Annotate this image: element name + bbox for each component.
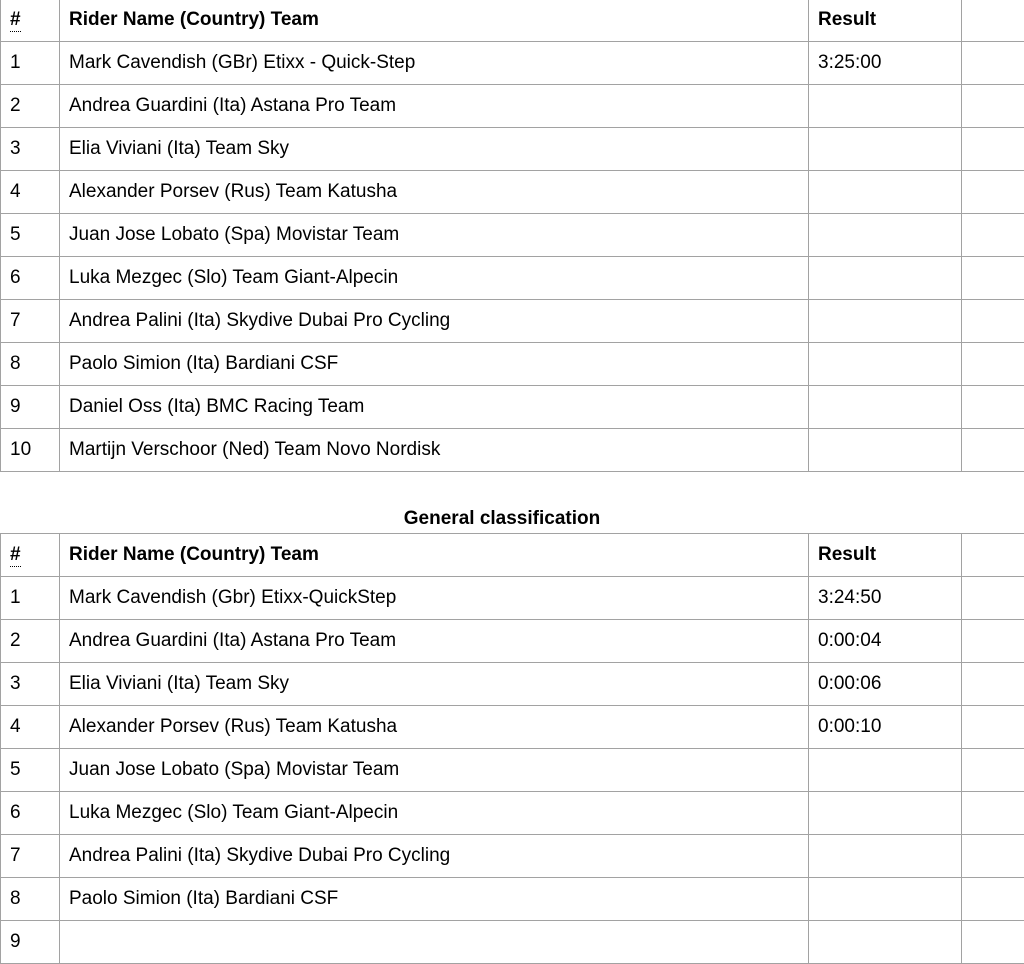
- result-cell: [809, 85, 962, 128]
- result-cell: [809, 429, 962, 472]
- result-cell: [809, 792, 962, 835]
- rider-cell: Mark Cavendish (Gbr) Etixx-QuickStep: [60, 577, 809, 620]
- extra-cell: [962, 42, 1024, 85]
- rider-cell: Alexander Porsev (Rus) Team Katusha: [60, 171, 809, 214]
- extra-cell: [962, 749, 1024, 792]
- rank-cell: 8: [1, 878, 60, 921]
- result-cell: 0:00:04: [809, 620, 962, 663]
- rider-cell: Luka Mezgec (Slo) Team Giant-Alpecin: [60, 792, 809, 835]
- rank-header-label: #: [10, 544, 21, 567]
- table-row: [1, 792, 1024, 835]
- extra-cell: [962, 835, 1024, 878]
- rider-cell: Paolo Simion (Ita) Bardiani CSF: [60, 343, 809, 386]
- result-cell: [809, 921, 962, 964]
- rank-cell: 9: [1, 921, 60, 964]
- table-row: [1, 921, 1024, 964]
- rider-cell: Luka Mezgec (Slo) Team Giant-Alpecin: [60, 257, 809, 300]
- extra-cell: [962, 620, 1024, 663]
- table-row: [1, 300, 1024, 343]
- result-header: Result: [809, 534, 962, 577]
- rider-cell: Andrea Guardini (Ita) Astana Pro Team: [60, 85, 809, 128]
- result-header: Result: [809, 0, 962, 42]
- rider-header: Rider Name (Country) Team: [60, 534, 809, 577]
- extra-cell: [962, 706, 1024, 749]
- rank-cell: 4: [1, 706, 60, 749]
- rank-cell: 2: [1, 620, 60, 663]
- result-cell: [809, 214, 962, 257]
- rider-cell: Mark Cavendish (GBr) Etixx - Quick-Step: [60, 42, 809, 85]
- general-classification-caption: General classification: [0, 508, 1004, 530]
- table-row: [1, 620, 1024, 663]
- extra-cell: [962, 386, 1024, 429]
- table-row: [1, 171, 1024, 214]
- extra-cell: [962, 577, 1024, 620]
- rider-cell: Elia Viviani (Ita) Team Sky: [60, 128, 809, 171]
- rider-cell: Andrea Guardini (Ita) Astana Pro Team: [60, 620, 809, 663]
- rank-cell: 9: [1, 386, 60, 429]
- rank-header-label: #: [10, 9, 21, 32]
- rider-cell: [60, 921, 809, 964]
- result-cell: [809, 171, 962, 214]
- rank-cell: 1: [1, 577, 60, 620]
- extra-cell: [962, 128, 1024, 171]
- result-cell: 3:24:50: [809, 577, 962, 620]
- table-row: [1, 128, 1024, 171]
- extra-cell: [962, 214, 1024, 257]
- extra-cell: [962, 257, 1024, 300]
- rank-cell: 7: [1, 835, 60, 878]
- rank-cell: 8: [1, 343, 60, 386]
- rider-cell: Martijn Verschoor (Ned) Team Novo Nordisk: [60, 429, 809, 472]
- table-row: [1, 835, 1024, 878]
- extra-cell: [962, 300, 1024, 343]
- rider-header: Rider Name (Country) Team: [60, 0, 809, 42]
- table-row: [1, 706, 1024, 749]
- result-cell: [809, 343, 962, 386]
- extra-cell: [962, 171, 1024, 214]
- table-row: [1, 85, 1024, 128]
- extra-cell: [962, 663, 1024, 706]
- table-row: [1, 429, 1024, 472]
- rider-cell: Andrea Palini (Ita) Skydive Dubai Pro Cycling: [60, 835, 809, 878]
- extra-cell: [962, 343, 1024, 386]
- result-cell: [809, 835, 962, 878]
- extra-cell: [962, 878, 1024, 921]
- general-classification-body: [1, 577, 1024, 964]
- extra-cell: [962, 921, 1024, 964]
- table-row: [1, 257, 1024, 300]
- table-row: [1, 749, 1024, 792]
- rank-header: [1, 534, 60, 577]
- extra-cell: [962, 792, 1024, 835]
- result-cell: 3:25:00: [809, 42, 962, 85]
- rank-cell: 7: [1, 300, 60, 343]
- extra-cell: [962, 85, 1024, 128]
- general-classification-table: [0, 533, 1024, 964]
- rider-cell: Juan Jose Lobato (Spa) Movistar Team: [60, 749, 809, 792]
- result-cell: 0:00:06: [809, 663, 962, 706]
- table-row: [1, 386, 1024, 429]
- rank-cell: 3: [1, 663, 60, 706]
- result-cell: [809, 749, 962, 792]
- rider-cell: Daniel Oss (Ita) BMC Racing Team: [60, 386, 809, 429]
- rank-cell: 4: [1, 171, 60, 214]
- rider-cell: Paolo Simion (Ita) Bardiani CSF: [60, 878, 809, 921]
- rank-cell: 6: [1, 792, 60, 835]
- rider-cell: Elia Viviani (Ita) Team Sky: [60, 663, 809, 706]
- table-row: [1, 663, 1024, 706]
- table-header-row: [1, 0, 1024, 42]
- rank-cell: 6: [1, 257, 60, 300]
- result-cell: [809, 300, 962, 343]
- table-row: [1, 878, 1024, 921]
- table-header-row: [1, 534, 1024, 577]
- result-cell: [809, 878, 962, 921]
- extra-header: [962, 534, 1024, 577]
- rider-cell: Juan Jose Lobato (Spa) Movistar Team: [60, 214, 809, 257]
- rank-cell: 1: [1, 42, 60, 85]
- result-cell: [809, 386, 962, 429]
- rank-cell: 3: [1, 128, 60, 171]
- stage-results-table: [0, 0, 1024, 472]
- table-row: [1, 214, 1024, 257]
- rank-cell: 10: [1, 429, 60, 472]
- rank-header: [1, 0, 60, 42]
- result-cell: 0:00:10: [809, 706, 962, 749]
- rank-cell: 5: [1, 214, 60, 257]
- table-row: [1, 42, 1024, 85]
- rank-cell: 2: [1, 85, 60, 128]
- rider-cell: Andrea Palini (Ita) Skydive Dubai Pro Cycling: [60, 300, 809, 343]
- table-row: [1, 577, 1024, 620]
- result-cell: [809, 128, 962, 171]
- extra-header: [962, 0, 1024, 42]
- rider-cell: Alexander Porsev (Rus) Team Katusha: [60, 706, 809, 749]
- stage-results-body: [1, 42, 1024, 472]
- result-cell: [809, 257, 962, 300]
- rank-cell: 5: [1, 749, 60, 792]
- table-row: [1, 343, 1024, 386]
- extra-cell: [962, 429, 1024, 472]
